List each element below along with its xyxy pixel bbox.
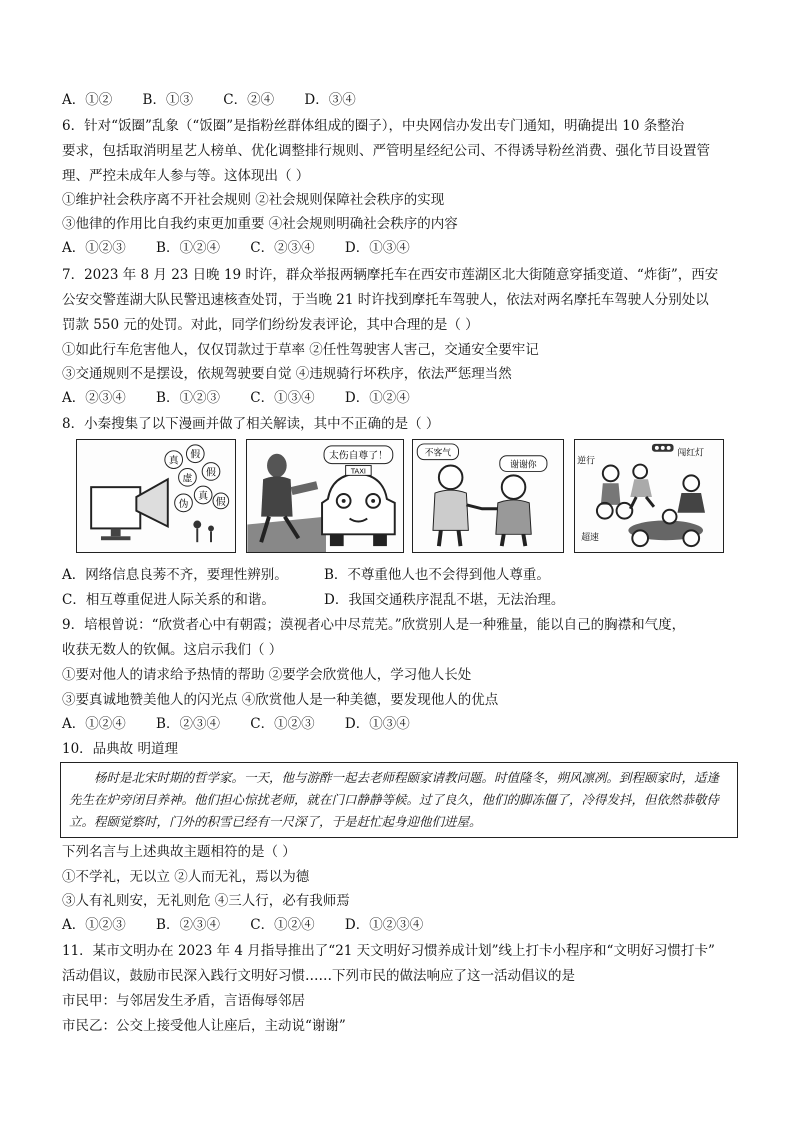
- comic-3-drawing: [413, 440, 563, 552]
- q11-stem-line-1: 11．某市文明办在 2023 年 4 月指导推出了“21 天文明好习惯养成计划”线上打卡小程序和“文明好习惯打卡”: [62, 943, 715, 959]
- q6-stem-line-2: 要求，包括取消明星艺人榜单、优化调整排行规则、严管明星经纪公司、不得诱导粉丝消费、强化节目设置管: [62, 143, 710, 159]
- bubble-5: 真: [198, 490, 209, 502]
- q5-option-b[interactable]: B．①③: [142, 92, 193, 108]
- person-head-icon: [267, 454, 287, 478]
- q10-option-c[interactable]: C．①②④: [250, 917, 315, 933]
- taxi-icon: [322, 473, 395, 534]
- q8-stem: 8．小秦搜集了以下漫画并做了相关解读，其中不正确的是（ ）: [62, 416, 440, 432]
- bubble-4: 假: [206, 467, 216, 479]
- q10-story-box: 杨时是北宋时期的哲学家。一天，他与游酢一起去老师程颐家请教问题。时值隆冬，朔风凛冽。到程颐家时，适逢先生在炉旁闭目养神。他们担心惊扰老师，就在门口静静等候。过了良久，他们的脚冻僵了，冷得发抖，但依然恭敬侍立。程颐觉察时，门外的积雪已经有一尺深了，于是赶忙起身迎他们进屋。: [60, 762, 738, 838]
- q8-option-b[interactable]: B．不尊重他人也不会得到他人尊重。: [324, 567, 550, 583]
- elder-head-icon: [439, 466, 463, 490]
- q7-stem-line-2: 公安交警莲湖大队民警迅速核查处罚，于当晚 21 时许找到摩托车驾驶人，依法对两名摩托车驾驶人分别处以: [62, 292, 709, 308]
- q11-citizen-a: 市民甲：与邻居发生矛盾，言语侮辱邻居: [62, 993, 305, 1009]
- q9-stem-line-2: 收获无数人的钦佩。这启示我们（ ）: [62, 642, 283, 658]
- q7-stem-line-1: 7．2023 年 8 月 23 日晚 19 时许，群众举报两辆摩托车在西安市莲湖区北大街随意穿插变道、“炸街”，西安: [62, 267, 719, 283]
- q7-option-a[interactable]: A．②③④: [62, 390, 126, 406]
- youth-head-icon: [502, 475, 526, 499]
- q9-option-b[interactable]: B．②③④: [156, 716, 220, 732]
- q9-option-a[interactable]: A．①②④: [62, 716, 126, 732]
- comic-4-reverse: 逆行: [577, 456, 595, 467]
- q8-options-row-1: [62, 565, 742, 585]
- q6-statements-1: ①维护社会秩序离不开社会规则 ②社会规则保障社会秩序的实现: [62, 192, 445, 208]
- q8-option-a[interactable]: A．网络信息良莠不齐，要理性辨别。: [62, 567, 288, 583]
- comic-3-right-speech: 谢谢你: [510, 460, 537, 471]
- raised-hand-icon: [291, 481, 319, 495]
- q7-option-c[interactable]: C．①③④: [250, 390, 315, 406]
- q9-options: [62, 714, 436, 734]
- taxi-sign: TAXI: [350, 467, 366, 476]
- comic-4-drawing: [575, 440, 723, 552]
- q8-option-d[interactable]: D．我国交通秩序混乱不堪，无法治理。: [324, 592, 565, 608]
- q8-options-row-2: [62, 590, 742, 610]
- monitor-icon: [91, 487, 140, 528]
- comic-thanks: [412, 439, 564, 553]
- q9-statements-1: ①要对他人的请求给予热情的帮助 ②要学会欣赏他人，学习他人长处: [62, 667, 472, 683]
- q9-stem-line-1: 9．培根曾说：“欣赏者心中有朝霞；漠视者心中尽荒芜。”欣赏别人是一种雅量，能以自己的胸襟和气度，: [62, 617, 686, 633]
- q11-citizen-b: 市民乙：公交上接受他人让座后，主动说“谢谢”: [62, 1018, 346, 1034]
- bubble-7: 假: [215, 496, 226, 508]
- q10-option-d[interactable]: D．①②③④: [344, 917, 424, 933]
- q9-statements-2: ③要真诚地赞美他人的闪光点 ④欣赏他人是一种美德，要发现他人的优点: [62, 692, 499, 708]
- bicycle-icon: [597, 503, 613, 519]
- q6-option-a[interactable]: A．①②③: [62, 240, 126, 256]
- q7-statements-2: ③交通规则不是摆设，依规驾驶要自觉 ④违规骑行坏秩序，依法严惩理当然: [62, 366, 512, 382]
- comic-1-drawing: [77, 440, 235, 552]
- comic-network-info: [76, 439, 236, 553]
- q7-options: [62, 388, 436, 408]
- q6-options: [62, 238, 436, 258]
- comic-4-red-light: 闯红灯: [677, 448, 704, 459]
- q11-stem-line-2: 活动倡议，鼓励市民深入践行文明好习惯……下列市民的做法响应了这一活动倡议的是: [62, 968, 575, 984]
- q7-option-b[interactable]: B．①②③: [156, 390, 220, 406]
- q5-options: [62, 90, 382, 110]
- q6-stem-line-3: 理、严控未成年人参与等。这体现出（ ）: [62, 168, 310, 184]
- comic-taxi: [246, 439, 404, 553]
- bubble-1: 真: [168, 455, 179, 467]
- bubble-2: 假: [190, 449, 201, 461]
- q5-option-c[interactable]: C．②④: [223, 92, 275, 108]
- q10-title: 10．品典故 明道理: [62, 741, 178, 757]
- q10-option-a[interactable]: A．①②③: [62, 917, 126, 933]
- bubble-6: 伪: [178, 498, 189, 510]
- handshake-icon: [466, 505, 497, 509]
- q6-stem-line-1: 6．针对“饭圈”乱象（“饭圈”是指粉丝群体组成的圈子），中央网信办发出专门通知，明确提出 10 条整治: [62, 118, 685, 134]
- comic-3-left-speech: 不客气: [424, 448, 452, 459]
- q6-option-b[interactable]: B．①②④: [156, 240, 220, 256]
- comic-2-speech: 太伤自尊了！: [328, 450, 388, 462]
- q6-option-c[interactable]: C．②③④: [250, 240, 315, 256]
- q10-statements-1: ①不学礼，无以立 ②人而无礼，焉以为德: [62, 869, 310, 885]
- q7-stem-line-3: 罚款 550 元的处罚。对此，同学们纷纷发表评论，其中合理的是（ ）: [62, 317, 479, 333]
- q5-option-d[interactable]: D．③④: [304, 92, 356, 108]
- comic-4-overtake: 超速: [581, 533, 599, 544]
- q7-option-d[interactable]: D．①②④: [344, 390, 410, 406]
- q10-option-b[interactable]: B．②③④: [156, 917, 220, 933]
- q9-option-c[interactable]: C．①②③: [250, 716, 315, 732]
- q6-statements-2: ③他律的作用比自我约束更加重要 ④社会规则明确社会秩序的内容: [62, 216, 458, 232]
- q10-question: 下列名言与上述典故主题相符的是（ ）: [62, 844, 296, 860]
- q7-statements-1: ①如此行车危害他人，仅仅罚款过于草率 ②任性驾驶害人害己，交通安全要牢记: [62, 342, 539, 358]
- q9-option-d[interactable]: D．①③④: [344, 716, 410, 732]
- bubble-3: 虚: [182, 473, 193, 485]
- q8-option-c[interactable]: C．相互尊重促进人际关系的和谐。: [62, 592, 275, 608]
- q10-statements-2: ③人有礼则安，无礼则危 ④三人行，必有我师焉: [62, 893, 350, 909]
- comic-2-drawing: [247, 440, 403, 552]
- q5-option-a[interactable]: A．①②: [62, 92, 113, 108]
- q10-options: [62, 915, 449, 935]
- q6-option-d[interactable]: D．①③④: [344, 240, 410, 256]
- comic-traffic: [574, 439, 724, 553]
